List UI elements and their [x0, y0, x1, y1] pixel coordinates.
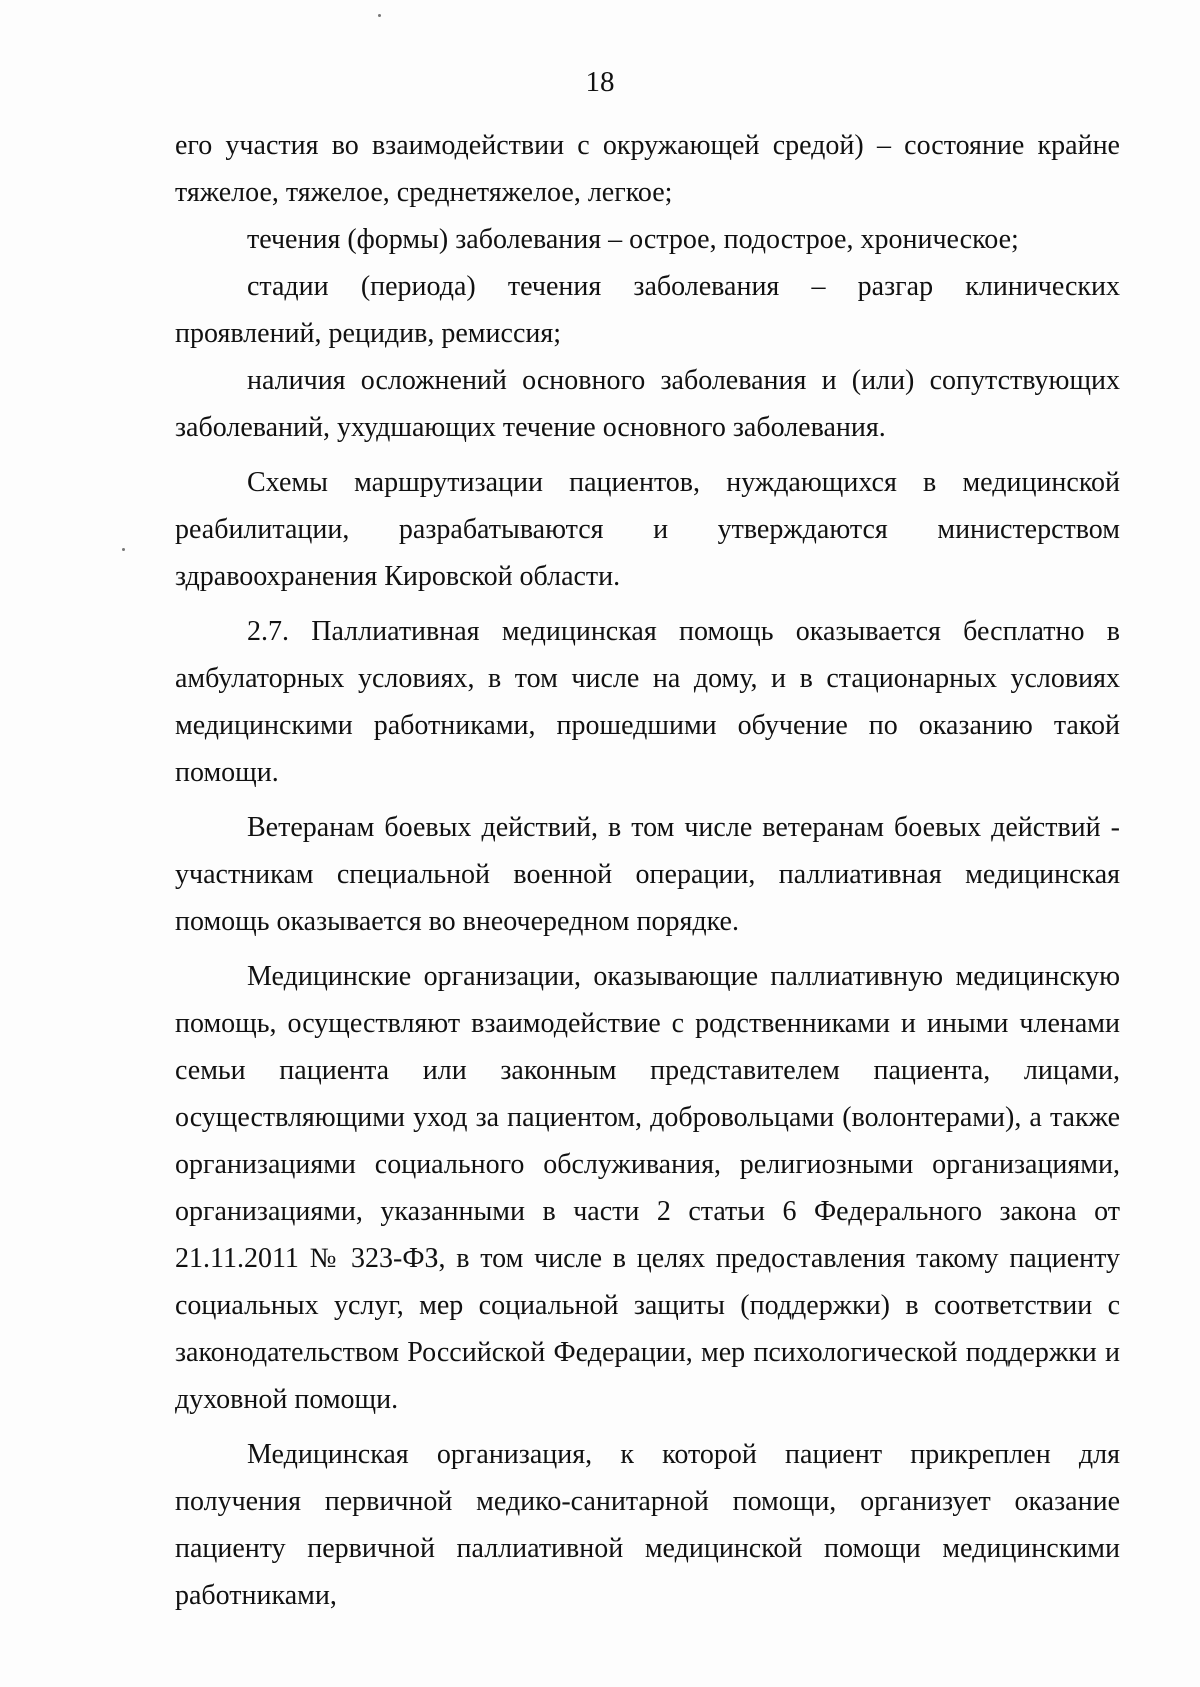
paragraph-interaction: Медицинские организации, оказывающие паллиативную медицинскую помощь, осуществляют взаимодействие с родственниками и иными членами семьи пациента или законным представителем пациента, лицами, осуществляющими уход за пациентом, добровольцами (волонтерами), а также организациями социального обслуживания, религиозными организациями, организациями, указанными в части 2 статьи 6 Федерального закона от 21.11.2011 № 323-ФЗ, в том числе в целях предоставления такому пациенту социальных услуг, мер социальной защиты (поддержки) в соответствии с законодательством Российской Федерации, мер психологической поддержки и духовной помощи.: [175, 961, 1120, 1415]
paragraph-palliative-care: 2.7. Паллиативная медицинская помощь оказывается бесплатно в амбулаторных условиях, в том числе на дому, и в стационарных условиях медицинскими работниками, прошедшими обучение по оказанию такой помощи.: [175, 616, 1120, 788]
scan-speck: [122, 548, 125, 551]
document-body: [175, 122, 1120, 1619]
paragraph-veterans: Ветеранам боевых действий, в том числе ветеранам боевых действий - участникам специальной военной операции, паллиативная медицинская помощь оказывается во внеочередном порядке.: [175, 812, 1120, 937]
paragraph-course-form: течения (формы) заболевания – острое, подострое, хроническое;: [247, 224, 1019, 255]
paragraph-primary-care: Медицинская организация, к которой пациент прикреплен для получения первичной медико-санитарной помощи, организует оказание пациенту первичной паллиативной медицинской помощи медицинскими работниками,: [175, 1439, 1120, 1611]
paragraph-routing-schemes: Схемы маршрутизации пациентов, нуждающихся в медицинской реабилитации, разрабатываются и утверждаются министерством здравоохранения Кировской области.: [175, 467, 1120, 592]
paragraph-stage: стадии (периода) течения заболевания – разгар клинических проявлений, рецидив, ремиссия;: [175, 271, 1120, 349]
page-number: 18: [585, 66, 615, 98]
paragraph-continuation: его участия во взаимодействии с окружающей средой) – состояние крайне тяжелое, тяжелое, среднетяжелое, легкое;: [175, 130, 1120, 208]
paragraph-complications: наличия осложнений основного заболевания и (или) сопутствующих заболеваний, ухудшающих течение основного заболевания.: [175, 365, 1120, 443]
scan-speck: [378, 14, 381, 17]
